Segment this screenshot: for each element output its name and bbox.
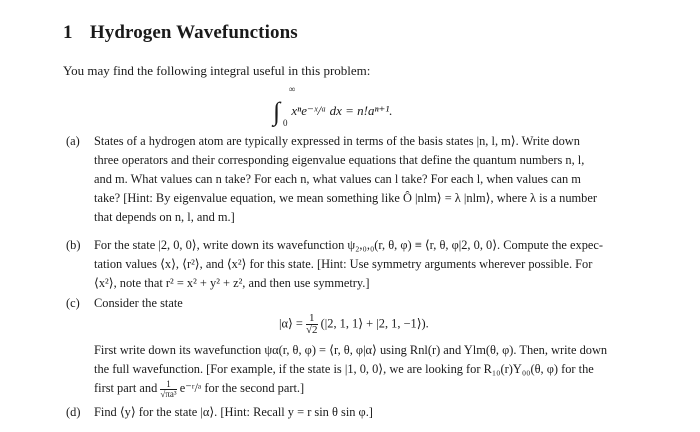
- intro-text: You may find the following integral useful in this problem:: [63, 63, 371, 78]
- part-c-last-post: e⁻ʳ/ᵃ for the second part.]: [179, 381, 305, 395]
- alpha-frac-den: √2: [306, 324, 318, 336]
- part-a-line: three operators and their corresponding eigenvalue equations that define the quantum numbers n, l,: [94, 153, 585, 167]
- norm-frac-num: 1: [160, 380, 176, 390]
- part-c-last-pre: first part and: [94, 381, 158, 395]
- part-c-line: Consider the state: [94, 296, 183, 310]
- alpha-frac-num: 1: [306, 313, 318, 325]
- part-b-line: For the state |2, 0, 0⟩, write down its wavefunction ψ₂,₀,₀(r, θ, φ) ≡ ⟨r, θ, φ|2, 0, 0⟩. Compute the expec-: [94, 238, 604, 252]
- integral-lower-limit: 0: [283, 118, 288, 128]
- part-c-last-line: [94, 379, 304, 399]
- part-d-line: Find ⟨y⟩ for the state |α⟩. [Hint: Recall y = r sin θ sin φ.]: [94, 405, 373, 419]
- integral-sign: ∫: [273, 97, 281, 126]
- normalization-fraction: [160, 380, 176, 399]
- part-a-line: that depends on n, l, and m.]: [94, 210, 235, 224]
- part-a-label: (a): [66, 134, 80, 148]
- part-c-line: the full wavefunction. [For example, if the state is |1, 0, 0⟩, we are looking for R₁₀(r)Y₀₀(θ, φ) for the: [94, 362, 594, 376]
- alpha-fraction: [306, 313, 318, 336]
- section-heading: [63, 22, 298, 44]
- part-a-line: and m. What values can n take? For each n, what values can l take? For each l, when values can m: [94, 172, 581, 186]
- part-a-line: States of a hydrogen atom are typically expressed in terms of the basis states |n, l, m⟩. Write down: [94, 134, 580, 148]
- integral-expression: xⁿe⁻ˣ/ᵃ dx = n!aⁿ⁺¹.: [291, 103, 393, 118]
- part-c-line: First write down its wavefunction ψα(r, θ, φ) = ⟨r, θ, φ|α⟩ using Rnl(r) and Ylm(θ, φ). Then, write down: [94, 343, 608, 357]
- integral-equation: [273, 84, 393, 128]
- part-a-line: take? [Hint: By eigenvalue equation, we mean something like Ô |nlm⟩ = λ |nlm⟩, where λ is a number: [94, 191, 597, 205]
- part-b-line: tation values ⟨x⟩, ⟨r²⟩, and ⟨x²⟩ for this state. [Hint: Use symmetry arguments wherever possible. For: [94, 257, 593, 271]
- section-number: 1: [63, 22, 73, 43]
- integral-upper-limit: ∞: [289, 84, 296, 94]
- alpha-lhs: |α⟩ =: [279, 316, 303, 331]
- part-d-label: (d): [66, 405, 81, 419]
- part-c-label: (c): [66, 296, 80, 310]
- section-title: Hydrogen Wavefunctions: [89, 22, 298, 43]
- part-b-line: ⟨x²⟩, note that r² = x² + y² + z², and then use symmetry.]: [94, 276, 370, 290]
- part-b-label: (b): [66, 238, 81, 252]
- state-alpha-equation: [279, 313, 429, 336]
- norm-frac-den: √πa³: [160, 388, 177, 399]
- alpha-rhs: (|2, 1, 1⟩ + |2, 1, −1⟩).: [320, 316, 429, 331]
